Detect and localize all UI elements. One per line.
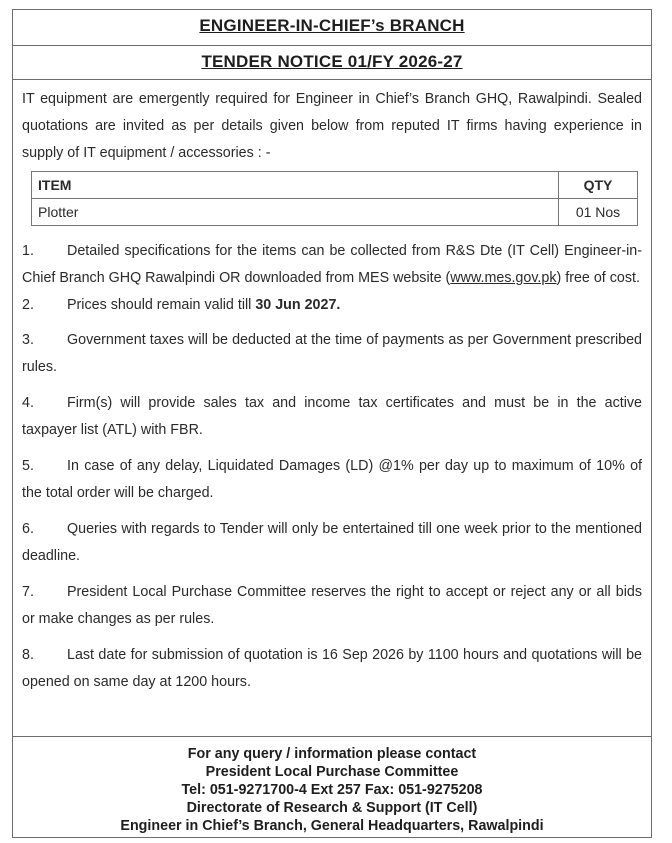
qty-cell: 01 Nos bbox=[559, 199, 638, 226]
footer-line: Tel: 051-9271700-4 Ext 257 Fax: 051-9275208 bbox=[181, 782, 483, 798]
footer-line: Directorate of Research & Support (IT Cell) bbox=[186, 800, 478, 816]
items-table bbox=[31, 171, 638, 226]
condition-number: 5. bbox=[22, 458, 34, 474]
item-column-header: ITEM bbox=[32, 172, 559, 199]
condition-6 bbox=[22, 516, 642, 570]
condition-text: Prices should remain valid till bbox=[67, 297, 256, 313]
condition-text: In case of any delay, Liquidated Damages (LD) @1% per day up to maximum of 10% of the total order will be charged. bbox=[22, 458, 642, 501]
condition-text: Queries with regards to Tender will only be entertained till one week prior to the mentioned deadline. bbox=[22, 521, 642, 564]
intro-paragraph: IT equipment are emergently required for Engineer in Chief’s Branch GHQ, Rawalpindi. Sealed quotations are invited as per details given below from reputed IT firms having experience in supply of IT equipment / accessories : - bbox=[22, 91, 642, 161]
footer-line: President Local Purchase Committee bbox=[205, 764, 459, 780]
footer-divider bbox=[13, 736, 651, 737]
table-header-row bbox=[32, 172, 638, 199]
condition-2 bbox=[22, 292, 642, 319]
header-divider bbox=[13, 45, 651, 46]
validity-date: 30 Jun 2027. bbox=[255, 297, 341, 313]
condition-1 bbox=[22, 238, 642, 292]
conditions-list bbox=[22, 238, 642, 696]
condition-text: ) free of cost. bbox=[556, 270, 640, 286]
header-divider bbox=[13, 79, 651, 80]
condition-number: 8. bbox=[22, 647, 34, 663]
condition-number: 4. bbox=[22, 395, 34, 411]
condition-text: Firm(s) will provide sales tax and income tax certificates and must be in the active taxpayer list (ATL) with FBR. bbox=[22, 395, 642, 438]
condition-number: 2. bbox=[22, 297, 34, 313]
condition-8 bbox=[22, 642, 642, 696]
notice-title: TENDER NOTICE 01/FY 2026-27 bbox=[201, 52, 463, 71]
footer-line: Engineer in Chief’s Branch, General Headquarters, Rawalpindi bbox=[120, 818, 544, 834]
branch-title: ENGINEER-IN-CHIEF’s BRANCH bbox=[199, 16, 465, 35]
table-row bbox=[32, 199, 638, 226]
condition-number: 6. bbox=[22, 521, 34, 537]
mes-website-link[interactable]: www.mes.gov.pk bbox=[450, 270, 557, 286]
condition-4 bbox=[22, 390, 642, 444]
condition-3 bbox=[22, 327, 642, 381]
item-cell: Plotter bbox=[32, 199, 559, 226]
condition-text: President Local Purchase Committee reserves the right to accept or reject any or all bids or make changes as per rules. bbox=[22, 584, 642, 627]
contact-footer bbox=[13, 745, 651, 835]
condition-text: Detailed specifications for the items can be collected from R&S Dte (IT Cell) Engineer-in-Chief Branch GHQ Rawalpindi OR downloaded from MES website ( bbox=[22, 243, 642, 286]
condition-number: 3. bbox=[22, 332, 34, 348]
qty-column-header: QTY bbox=[559, 172, 638, 199]
condition-number: 1. bbox=[22, 243, 34, 259]
condition-number: 7. bbox=[22, 584, 34, 600]
condition-5 bbox=[22, 453, 642, 507]
condition-text: Last date for submission of quotation is 16 Sep 2026 by 1100 hours and quotations will be opened on same day at 1200 hours. bbox=[22, 647, 642, 690]
condition-text: Government taxes will be deducted at the time of payments as per Government prescribed rules. bbox=[22, 332, 642, 375]
condition-7 bbox=[22, 579, 642, 633]
tender-notice-frame bbox=[12, 9, 652, 838]
footer-line: For any query / information please contact bbox=[187, 746, 477, 762]
